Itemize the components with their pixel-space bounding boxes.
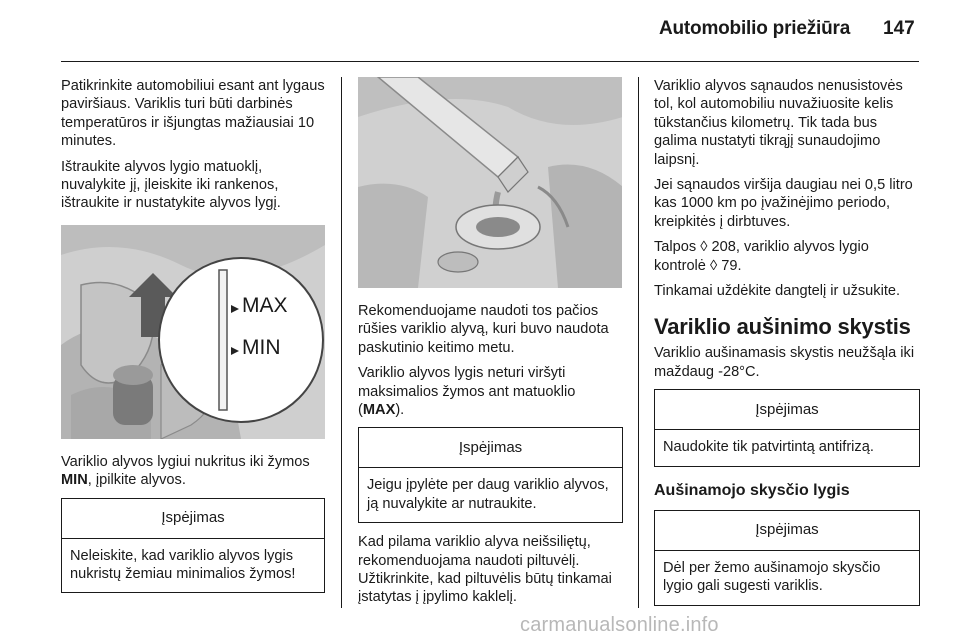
paragraph-check-conditions: Patikrinkite automobiliui esant ant lygaus paviršiaus. Variklis turi būti darbinės temperatūros ir išjungtas mažiausiai 10 minutes. (61, 78, 325, 150)
dipstick-illustration (61, 225, 325, 439)
warning-title: Įspėjimas (359, 428, 622, 468)
warning-text: Naudokite tik patvirtintą antifrizą. (663, 439, 874, 456)
warning-title: Įspėjimas (655, 511, 919, 551)
page-number: 147 (883, 18, 915, 39)
column-3 (654, 77, 920, 616)
page-header-title: Automobilio priežiūra (659, 18, 851, 39)
warning-box-antifreeze (654, 389, 920, 466)
warning-title: Įspėjimas (655, 390, 919, 430)
paragraph-add-oil: Variklio alyvos lygiui nukritus iki žymos MIN, įpilkite alyvos. (61, 453, 310, 489)
watermark: carmanualsonline.info (520, 614, 719, 636)
paragraph-same-oil: Rekomenduojame naudoti tos pačios rūšies variklio alyvą, kuri buvo naudota paskutinio keitimo metu. (358, 303, 609, 356)
subheading-coolant-level: Aušinamojo skysčio lygis (654, 481, 850, 499)
warning-text: Neleiskite, kad variklio alyvos lygis nukristų žemiau minimalios žymos! (70, 547, 296, 583)
column-divider-2 (638, 77, 639, 608)
figure-label-min: MIN (242, 335, 281, 359)
figure-label-max: MAX (242, 293, 288, 317)
paragraph-excess-consumption: Jei sąnaudos viršija daugiau nei 0,5 litro kas 1000 km po įvažinėjimo periodo, kreipkitės į dirbtuves. (654, 177, 913, 230)
paragraph-coolant-freeze: Variklio aušinamasis skystis neužšąla iki maždaug -28°C. (654, 345, 915, 380)
warning-box-overfill (358, 427, 623, 523)
header-divider (61, 61, 919, 62)
paragraph-max-level: Variklio alyvos lygis neturi viršyti maksimalios žymos ant matuoklio (MAX). (358, 365, 576, 419)
column-2 (358, 77, 623, 614)
warning-text: Dėl per žemo aušinamojo skysčio lygio gali sugesti variklis. (663, 559, 881, 595)
warning-text: Jeigu įpylėte per daug variklio alyvos, ją nuvalykite ar nutraukite. (367, 477, 609, 512)
warning-title: Įspėjimas (62, 499, 324, 539)
warning-box-low-coolant (654, 510, 920, 606)
paragraph-dipstick-procedure: Ištraukite alyvos lygio matuoklį, nuvalykite jį, įleiskite iki rankenos, ištraukite ir nustatykite alyvos lygį. (61, 158, 281, 212)
column-divider-1 (341, 77, 342, 608)
section-heading-coolant: Variklio aušinimo skystis (654, 314, 911, 340)
paragraph-oil-consumption: Variklio alyvos sąnaudos nenusistovės tol, kol automobiliu nuvažiuosite kelis tūkstančius kilometrų. Tik tada bus galima nustatyti tikrąjį sunaudojimo laipsnį. (654, 78, 903, 168)
paragraph-capacity-reference: Talpos ◊ 208, variklio alyvos lygio kontrolė ◊ 79. (654, 239, 869, 274)
warning-box-min-level (61, 498, 325, 594)
funnel-pouring-illustration (358, 77, 622, 288)
paragraph-replace-cap: Tinkamai uždėkite dangtelį ir užsukite. (654, 283, 901, 300)
column-1 (61, 77, 325, 603)
paragraph-use-funnel: Kad pilama variklio alyva neišsiliętų, rekomenduojama naudoti piltuvėlį. Užtikrinkite, kad piltuvėlis būtų tinkamai įstatytas į įpylimo kaklelį. (358, 534, 612, 606)
